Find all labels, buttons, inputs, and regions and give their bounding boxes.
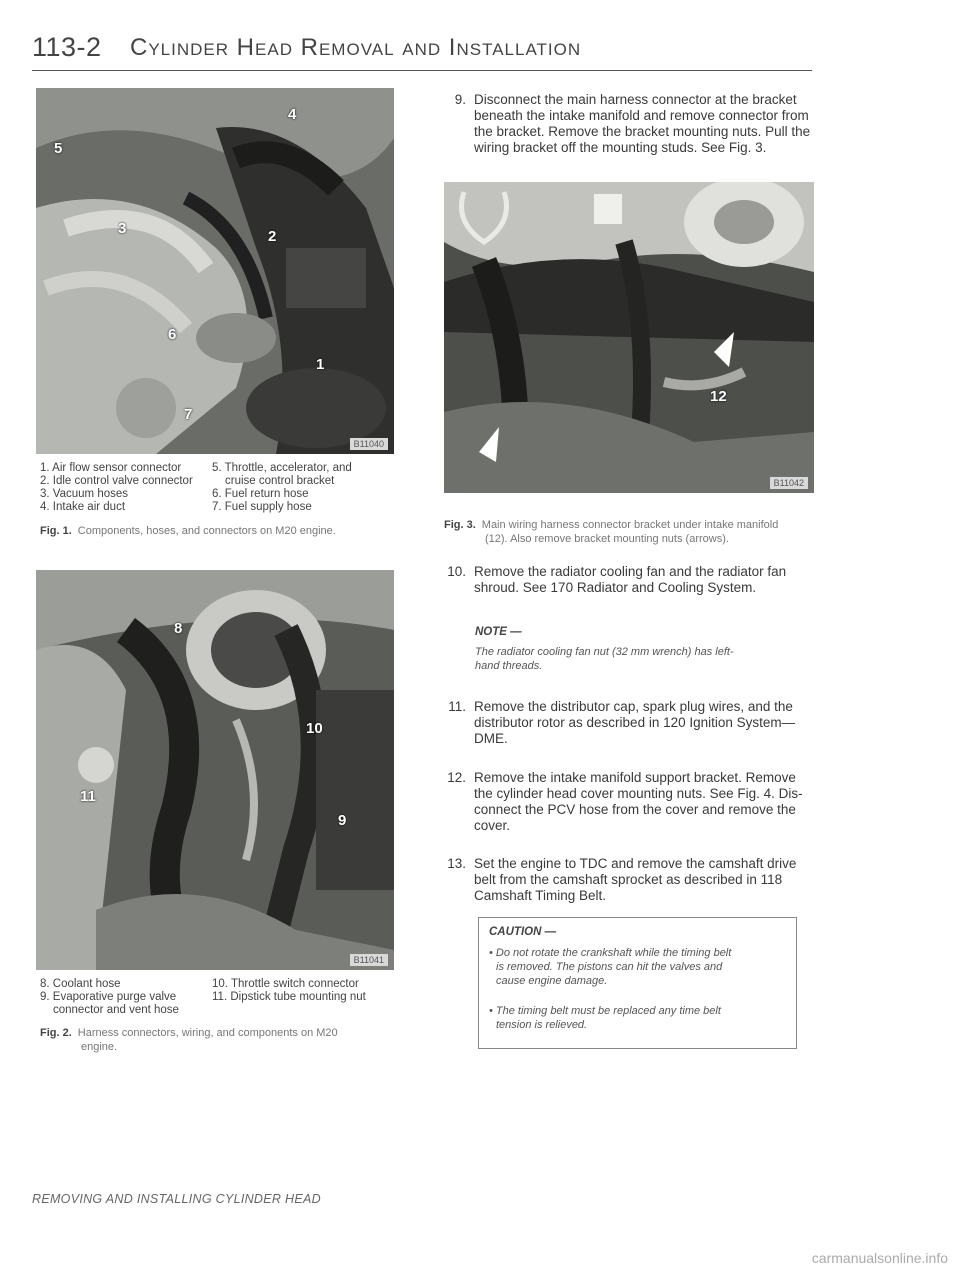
callout-4: 4 [288, 106, 297, 123]
caption-text: engine. [81, 1041, 118, 1053]
step-9 [440, 92, 820, 162]
step-12 [440, 770, 820, 838]
step-line: Camshaft Timing Belt. [474, 888, 607, 903]
step-number: 12. [447, 770, 466, 785]
step-line: the bracket. Remove the bracket mounting nuts. Pull the [474, 124, 811, 139]
caption-label: Fig. 2. [40, 1027, 72, 1039]
caption-text: Harness connectors, wiring, and components on M20 [77, 1027, 338, 1039]
callout-5: 5 [54, 140, 63, 157]
figure-2-legend-right [212, 978, 366, 1004]
step-line: the cylinder head cover mounting nuts. See Fig. 4. Dis- [474, 786, 803, 801]
engine-photo-3 [444, 182, 814, 493]
step-11 [440, 699, 820, 751]
caution-line: is removed. The pistons can hit the valves and [496, 961, 723, 973]
caution-line: tension is relieved. [496, 1019, 588, 1031]
caution-line: • The timing belt must be replaced any time belt [489, 1005, 721, 1017]
callout-1: 1 [316, 356, 325, 373]
callout-3: 3 [118, 220, 127, 237]
figure-code: B11042 [770, 477, 808, 489]
legend-item: 4. Intake air duct [40, 501, 126, 513]
figure-2-photo [36, 570, 394, 970]
watermark: carmanualsonline.info [811, 1250, 948, 1266]
caption-label: Fig. 3. [444, 519, 476, 531]
caution-line: • Do not rotate the crankshaft while the timing belt [489, 947, 732, 959]
step-number: 13. [447, 856, 466, 871]
figure-1-legend-left [40, 462, 193, 514]
callout-7: 7 [184, 406, 193, 423]
caution-bullet-2 [489, 1004, 789, 1032]
step-line: Set the engine to TDC and remove the camshaft drive [474, 856, 797, 871]
note-label: NOTE — [475, 626, 522, 638]
page-header [32, 30, 812, 71]
step-line: Disconnect the main harness connector at the bracket [474, 92, 797, 107]
step-number: 10. [447, 564, 466, 579]
legend-item: 11. Dipstick tube mounting nut [212, 991, 366, 1003]
page-footer: REMOVING AND INSTALLING CYLINDER HEAD [32, 1192, 321, 1206]
figure-1-caption [40, 524, 336, 538]
legend-item: connector and vent hose [53, 1004, 179, 1016]
step-line: cover. [474, 818, 511, 833]
callout-12: 12 [710, 388, 727, 405]
callout-10: 10 [306, 720, 323, 737]
figure-1-photo [36, 88, 394, 454]
engine-photo-1 [36, 88, 394, 454]
legend-item: 8. Coolant hose [40, 978, 121, 990]
figure-code: B11041 [350, 954, 388, 966]
figure-3-caption [444, 518, 778, 546]
step-line: connect the PCV hose from the cover and remove the [474, 802, 796, 817]
figure-2-caption [40, 1026, 338, 1054]
caption-text: Main wiring harness connector bracket under intake manifold [481, 519, 779, 531]
step-number: 9. [454, 92, 466, 107]
page-number: 113-2 [32, 32, 102, 62]
step-line: wiring bracket off the mounting studs. See Fig. 3. [474, 140, 767, 155]
caution-box [478, 917, 797, 1049]
callout-6: 6 [168, 326, 177, 343]
figure-2-legend-left [40, 978, 179, 1017]
caution-label: CAUTION — [489, 926, 557, 938]
note-line: The radiator cooling fan nut (32 mm wrench) has left- [475, 646, 734, 658]
step-line: belt from the camshaft sprocket as described in 118 [474, 872, 783, 887]
callout-2: 2 [268, 228, 277, 245]
legend-item: 7. Fuel supply hose [212, 501, 312, 513]
step-line: Remove the intake manifold support bracket. Remove [474, 770, 796, 785]
legend-item: 10. Throttle switch connector [212, 978, 359, 990]
step-line: beneath the intake manifold and remove connector from [474, 108, 809, 123]
note-text [475, 645, 734, 673]
note-line: hand threads. [475, 660, 543, 672]
callout-8: 8 [174, 620, 183, 637]
legend-item: cruise control bracket [225, 475, 335, 487]
legend-item: 2. Idle control valve connector [40, 475, 193, 487]
legend-item: 5. Throttle, accelerator, and [212, 462, 352, 474]
step-line: DME. [474, 731, 508, 746]
caption-label: Fig. 1. [40, 525, 72, 537]
legend-item: 6. Fuel return hose [212, 488, 309, 500]
callout-11: 11 [80, 788, 96, 805]
figure-1-legend-right [212, 462, 352, 514]
caption-text: (12). Also remove bracket mounting nuts (arrows). [485, 533, 729, 545]
step-number: 11. [448, 699, 466, 714]
step-line: shroud. See 170 Radiator and Cooling System. [474, 580, 757, 595]
engine-photo-2 [36, 570, 394, 970]
page-title: Cylinder Head Removal and Installation [130, 34, 582, 61]
step-13 [440, 856, 820, 908]
legend-item: 1. Air flow sensor connector [40, 462, 182, 474]
caption-text: Components, hoses, and connectors on M20 engine. [77, 525, 336, 537]
step-line: Remove the distributor cap, spark plug wires, and the [474, 699, 793, 714]
caution-bullet-1 [489, 946, 789, 988]
figure-3-photo [444, 182, 814, 493]
legend-item: 3. Vacuum hoses [40, 488, 129, 500]
caution-line: cause engine damage. [496, 975, 608, 987]
figure-code: B11040 [350, 438, 388, 450]
callout-9: 9 [338, 812, 347, 829]
legend-item: 9. Evaporative purge valve [40, 991, 177, 1003]
step-line: distributor rotor as described in 120 Ignition System— [474, 715, 796, 730]
step-10 [440, 564, 820, 600]
step-line: Remove the radiator cooling fan and the radiator fan [474, 564, 787, 579]
